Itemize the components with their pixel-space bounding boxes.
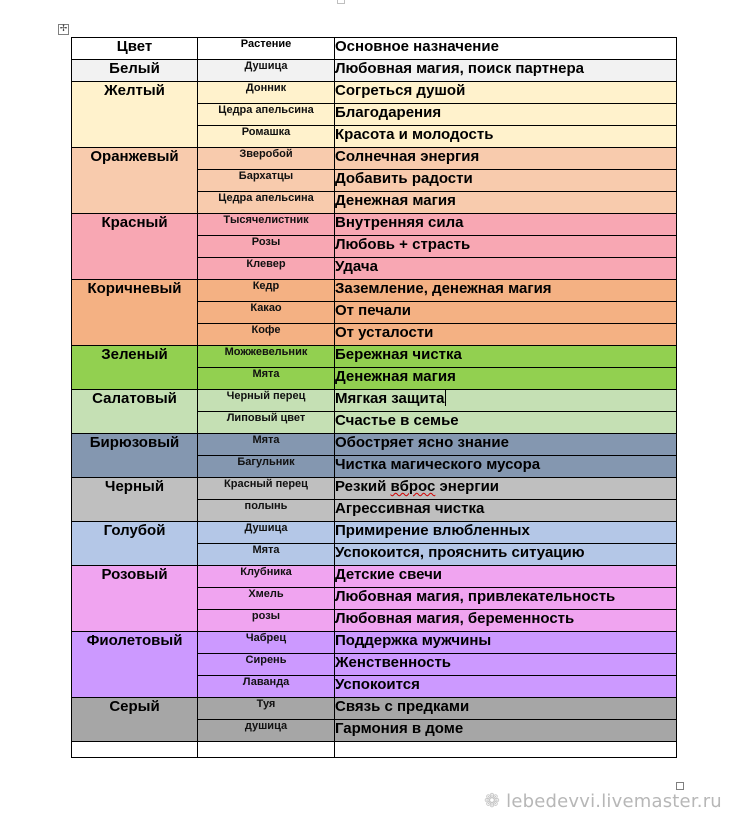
color-name-cell: Голубой bbox=[72, 522, 198, 566]
purpose-cell: Бережная чистка bbox=[335, 346, 677, 368]
table-row bbox=[72, 346, 677, 368]
purpose-cell: От печали bbox=[335, 302, 677, 324]
plant-cell: полынь bbox=[198, 500, 335, 522]
plant-cell: Бархатцы bbox=[198, 170, 335, 192]
plant-cell: Черный перец bbox=[198, 390, 335, 412]
table-row bbox=[72, 60, 677, 82]
purpose-cell: Любовная магия, беременность bbox=[335, 610, 677, 632]
table-resize-handle[interactable] bbox=[676, 782, 684, 790]
table-move-handle-icon[interactable]: ✢ bbox=[59, 24, 68, 34]
purpose-cell: Связь с предками bbox=[335, 698, 677, 720]
empty-cell[interactable] bbox=[72, 742, 198, 758]
plant-cell: Розы bbox=[198, 236, 335, 258]
plant-cell: Лаванда bbox=[198, 676, 335, 698]
color-name-cell: Бирюзовый bbox=[72, 434, 198, 478]
color-name-cell: Серый bbox=[72, 698, 198, 742]
table-row bbox=[72, 698, 677, 720]
plant-cell: Ромашка bbox=[198, 126, 335, 148]
page-top-marker bbox=[337, 0, 345, 4]
purpose-cell: Удача bbox=[335, 258, 677, 280]
header-row bbox=[72, 38, 677, 60]
table-row bbox=[72, 280, 677, 302]
purpose-cell: Любовная магия, привлекательность bbox=[335, 588, 677, 610]
table-row bbox=[72, 632, 677, 654]
plant-cell: Мята bbox=[198, 434, 335, 456]
purpose-cell: Внутренняя сила bbox=[335, 214, 677, 236]
plant-cell: Кедр bbox=[198, 280, 335, 302]
header-purpose: Основное назначение bbox=[335, 38, 677, 60]
watermark bbox=[484, 790, 722, 812]
plant-cell: Туя bbox=[198, 698, 335, 720]
empty-row bbox=[72, 742, 677, 758]
color-name-cell: Розовый bbox=[72, 566, 198, 632]
color-name-cell: Зеленый bbox=[72, 346, 198, 390]
plant-cell: Клевер bbox=[198, 258, 335, 280]
plant-cell: Тысячелистник bbox=[198, 214, 335, 236]
color-name-cell: Красный bbox=[72, 214, 198, 280]
purpose-cell: Любовная магия, поиск партнера bbox=[335, 60, 677, 82]
purpose-cell: Заземление, денежная магия bbox=[335, 280, 677, 302]
purpose-cell: Резкий вброс энергии bbox=[335, 478, 677, 500]
table-row bbox=[72, 434, 677, 456]
plant-cell: душица bbox=[198, 720, 335, 742]
purpose-cell: Агрессивная чистка bbox=[335, 500, 677, 522]
table-row bbox=[72, 82, 677, 104]
spellcheck-word: вброс bbox=[390, 478, 436, 495]
flower-logo-icon: ❁ bbox=[484, 790, 501, 812]
color-name-cell: Желтый bbox=[72, 82, 198, 148]
purpose-cell: Денежная магия bbox=[335, 368, 677, 390]
purpose-cell: Женственность bbox=[335, 654, 677, 676]
purpose-cell: Примирение влюбленных bbox=[335, 522, 677, 544]
plant-cell: Какао bbox=[198, 302, 335, 324]
header-color: Цвет bbox=[72, 38, 198, 60]
plant-cell: Цедра апельсина bbox=[198, 192, 335, 214]
purpose-cell: Детские свечи bbox=[335, 566, 677, 588]
text-cursor bbox=[445, 390, 446, 406]
table-body bbox=[72, 38, 677, 758]
purpose-cell: Добавить радости bbox=[335, 170, 677, 192]
watermark-text: lebedevvi.livemaster.ru bbox=[506, 791, 722, 812]
plant-cell: Душица bbox=[198, 522, 335, 544]
purpose-cell: Успокоится, прояснить ситуацию bbox=[335, 544, 677, 566]
header-plant: Растение bbox=[198, 38, 335, 60]
plant-cell: Можжевельник bbox=[198, 346, 335, 368]
plant-cell: Кофе bbox=[198, 324, 335, 346]
color-name-cell: Черный bbox=[72, 478, 198, 522]
plant-cell: Хмель bbox=[198, 588, 335, 610]
magic-table bbox=[71, 37, 677, 758]
plant-cell: Сирень bbox=[198, 654, 335, 676]
color-name-cell: Коричневый bbox=[72, 280, 198, 346]
color-name-cell: Оранжевый bbox=[72, 148, 198, 214]
plant-cell: Цедра апельсина bbox=[198, 104, 335, 126]
purpose-cell: Счастье в семье bbox=[335, 412, 677, 434]
plant-cell: Донник bbox=[198, 82, 335, 104]
purpose-cell: Поддержка мужчины bbox=[335, 632, 677, 654]
plant-cell: Багульник bbox=[198, 456, 335, 478]
plant-cell: Клубника bbox=[198, 566, 335, 588]
purpose-cell: Благодарения bbox=[335, 104, 677, 126]
purpose-cell: Гармония в доме bbox=[335, 720, 677, 742]
empty-cell[interactable] bbox=[335, 742, 677, 758]
empty-cell[interactable] bbox=[198, 742, 335, 758]
plant-cell: Липовый цвет bbox=[198, 412, 335, 434]
plant-cell: Красный перец bbox=[198, 478, 335, 500]
color-name-cell: Фиолетовый bbox=[72, 632, 198, 698]
table-row bbox=[72, 522, 677, 544]
table-row bbox=[72, 214, 677, 236]
color-name-cell: Салатовый bbox=[72, 390, 198, 434]
purpose-cell: Обостряет ясно знание bbox=[335, 434, 677, 456]
plant-cell: Мята bbox=[198, 368, 335, 390]
color-name-cell: Белый bbox=[72, 60, 198, 82]
plant-cell: Чабрец bbox=[198, 632, 335, 654]
purpose-cell: Любовь + страсть bbox=[335, 236, 677, 258]
purpose-cell: Денежная магия bbox=[335, 192, 677, 214]
plant-cell: Мята bbox=[198, 544, 335, 566]
purpose-cell: Чистка магического мусора bbox=[335, 456, 677, 478]
table-row bbox=[72, 390, 677, 412]
purpose-cell: Успокоится bbox=[335, 676, 677, 698]
plant-cell: Душица bbox=[198, 60, 335, 82]
plant-cell: розы bbox=[198, 610, 335, 632]
purpose-cell: Красота и молодость bbox=[335, 126, 677, 148]
purpose-cell: От усталости bbox=[335, 324, 677, 346]
table-row bbox=[72, 478, 677, 500]
plant-cell: Зверобой bbox=[198, 148, 335, 170]
purpose-cell: Мягкая защита bbox=[335, 390, 677, 412]
purpose-cell: Солнечная энергия bbox=[335, 148, 677, 170]
table-row bbox=[72, 148, 677, 170]
purpose-cell: Согреться душой bbox=[335, 82, 677, 104]
table-row bbox=[72, 566, 677, 588]
